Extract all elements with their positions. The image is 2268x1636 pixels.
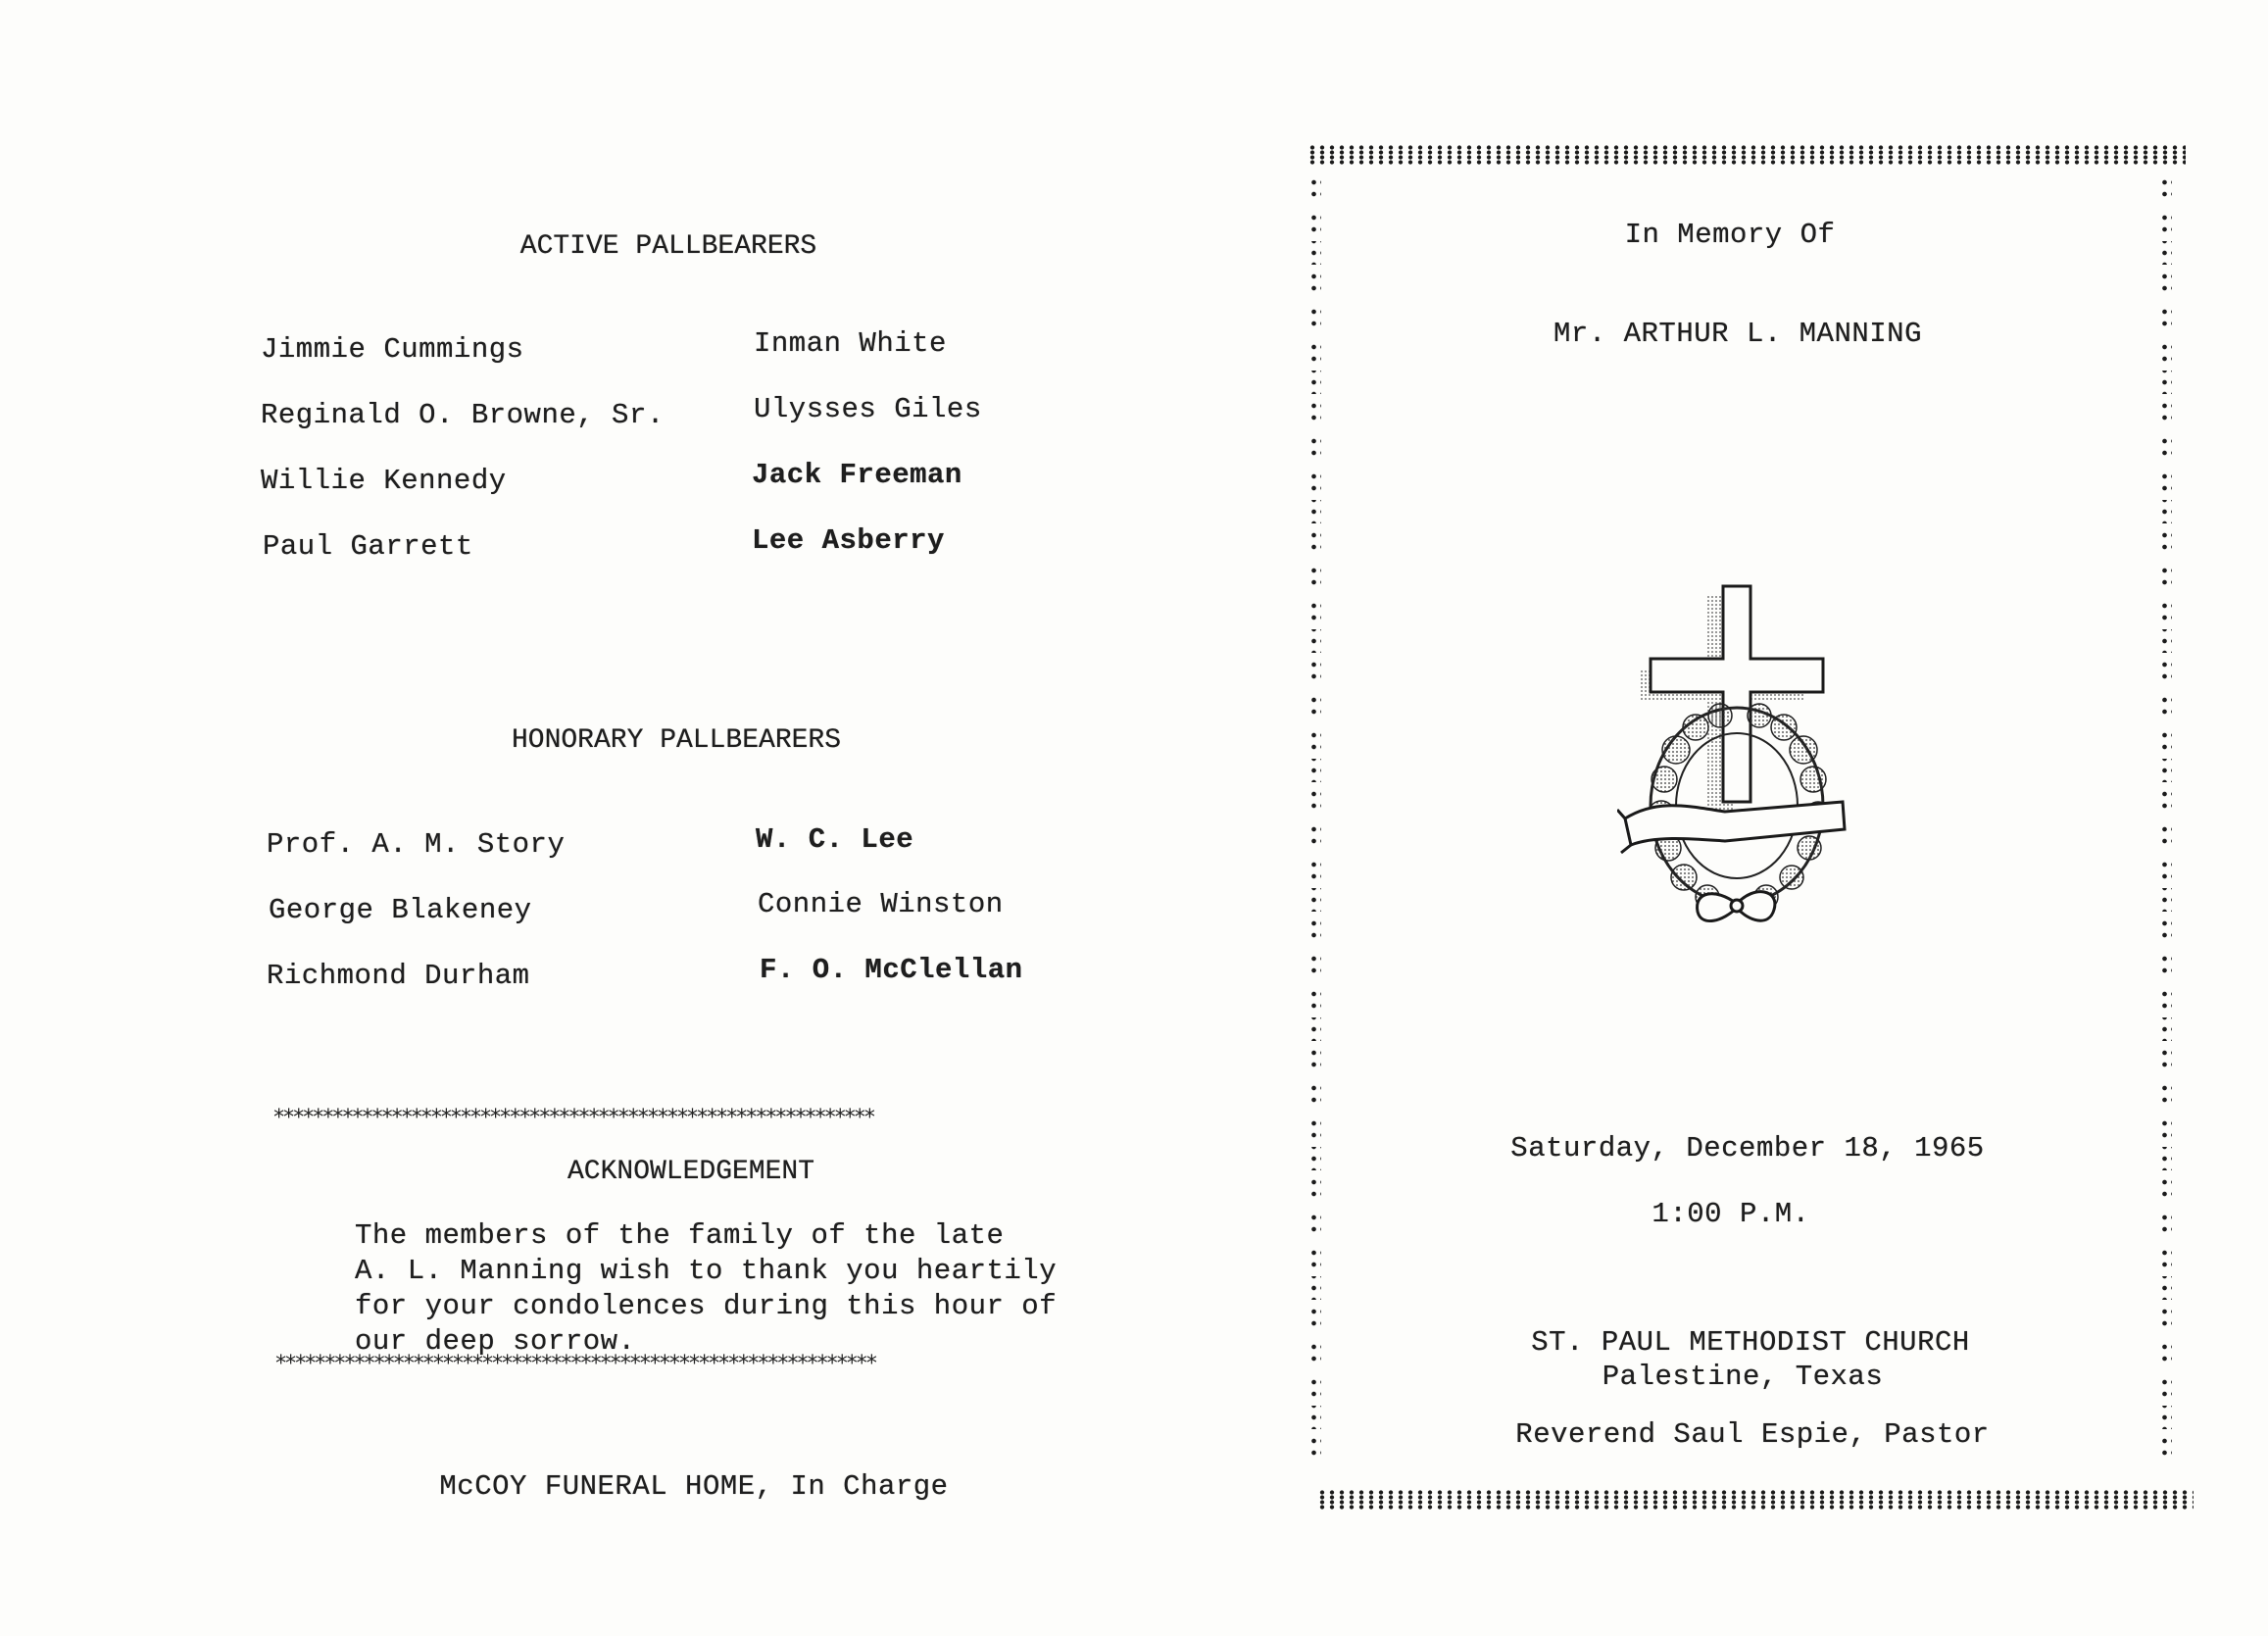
in-memory-of: In Memory Of [1624, 219, 1836, 251]
acknowledgement-line: The members of the family of the late [355, 1219, 1005, 1252]
acknowledgement-line: our deep sorrow. [355, 1325, 636, 1358]
active-pallbearer-name: Paul Garrett [263, 530, 473, 563]
cross-wreath-icon [1617, 578, 1872, 951]
acknowledgement-line: for your condolences during this hour of [355, 1290, 1058, 1322]
star-divider-bottom: ************************************************************* [274, 1353, 875, 1376]
active-pallbearer-name: Ulysses Giles [754, 393, 982, 425]
dotted-border-top [1307, 145, 2186, 155]
church-city: Palestine, Texas [1602, 1361, 1884, 1393]
active-pallbearers-heading: ACTIVE PALLBEARERS [519, 231, 817, 262]
acknowledgement-line: A. L. Manning wish to thank you heartily [355, 1255, 1058, 1287]
active-pallbearer-name: Willie Kennedy [261, 465, 507, 497]
service-time: 1:00 P.M. [1652, 1198, 1810, 1230]
active-pallbearer-name: Inman White [754, 327, 947, 360]
honorary-pallbearer-name: F. O. McClellan [760, 954, 1023, 986]
service-date: Saturday, December 18, 1965 [1510, 1132, 1985, 1165]
deceased-name: Mr. ARTHUR L. MANNING [1553, 318, 1922, 350]
pastor-line: Reverend Saul Espie, Pastor [1515, 1418, 1990, 1451]
honorary-pallbearer-name: Connie Winston [758, 888, 1004, 920]
honorary-pallbearer-name: Richmond Durham [267, 960, 530, 992]
honorary-pallbearer-name: George Blakeney [269, 894, 532, 926]
honorary-pallbearer-name: Prof. A. M. Story [267, 828, 566, 861]
dotted-border-bottom [1317, 1490, 2194, 1500]
dotted-border-right [2160, 176, 2172, 1470]
acknowledgement-text [355, 1218, 1057, 1360]
star-divider-top: ************************************************************* [272, 1107, 873, 1130]
active-pallbearer-name: Lee Asberry [752, 524, 945, 557]
honorary-pallbearers-heading: HONORARY PALLBEARERS [511, 725, 842, 756]
dotted-border-left [1309, 176, 1321, 1470]
active-pallbearer-name: Reginald O. Browne, Sr. [261, 399, 665, 431]
active-pallbearer-name: Jack Freeman [752, 459, 962, 491]
dotted-border-top [1307, 155, 2186, 165]
dotted-border-bottom [1317, 1500, 2194, 1510]
funeral-home-line: McCOY FUNERAL HOME, In Charge [439, 1470, 949, 1503]
acknowledgement-heading: ACKNOWLEDGEMENT [567, 1157, 815, 1187]
church-name: ST. PAUL METHODIST CHURCH [1531, 1326, 1970, 1359]
active-pallbearer-name: Jimmie Cummings [261, 333, 524, 366]
honorary-pallbearer-name: W. C. Lee [756, 823, 914, 856]
